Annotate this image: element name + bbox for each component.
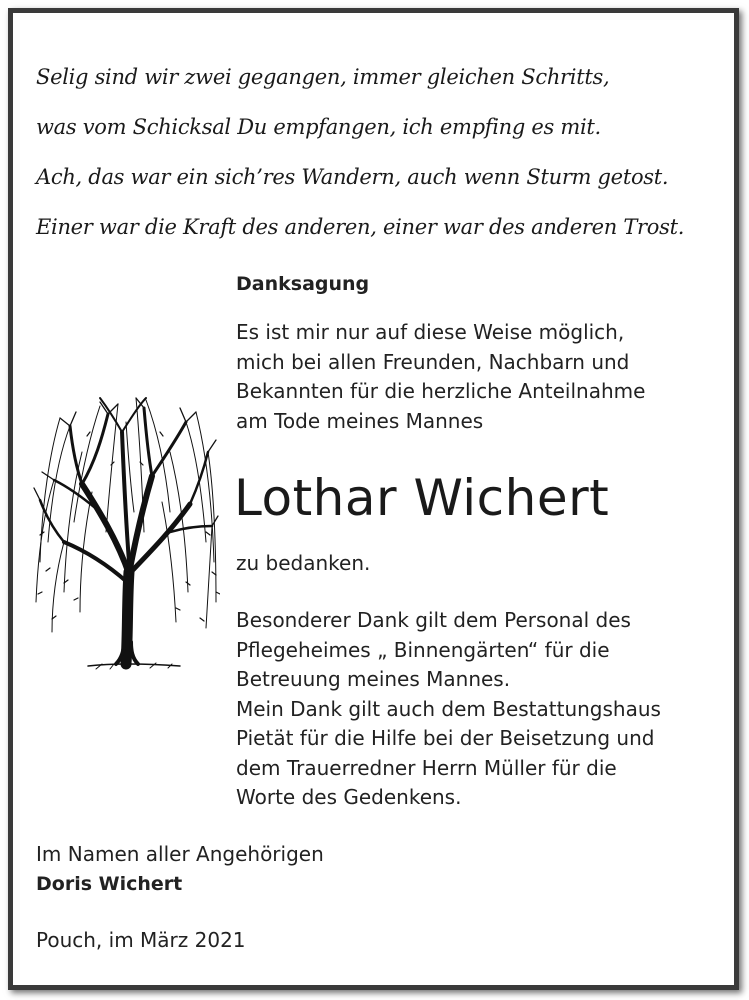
intro-line-4: am Tode meines Mannes xyxy=(236,408,484,433)
notice-heading: Danksagung xyxy=(236,273,370,295)
special-thanks-text xyxy=(236,606,736,813)
special-line-3: Betreuung meines Mannes. xyxy=(236,667,511,691)
deceased-name: Lothar Wichert xyxy=(234,469,610,527)
poem-line-2: was vom Schicksal Du empfangen, ich empfing es mit. xyxy=(36,115,601,139)
poem-line-1: Selig sind wir zwei gegangen, immer gleichen Schritts, xyxy=(36,65,610,89)
poem xyxy=(36,52,716,252)
signature-name: Doris Wichert xyxy=(36,873,183,895)
signature-intro: Im Namen aller Angehörigen xyxy=(36,842,324,866)
intro-text xyxy=(236,318,736,436)
special-line-6: dem Trauerredner Herrn Müller für die xyxy=(236,755,617,780)
special-line-1: Besonderer Dank gilt dem Personal des xyxy=(236,608,631,632)
special-line-5: Pietät für die Hilfe bei der Beisetzung und xyxy=(236,726,655,750)
poem-line-4: Einer war die Kraft des anderen, einer war des anderen Trost. xyxy=(36,215,685,239)
special-line-2: Pflegeheimes „ Binnengärten“ für die xyxy=(236,637,610,662)
place-date: Pouch, im März 2021 xyxy=(36,928,246,952)
special-line-7: Worte des Gedenkens. xyxy=(236,785,462,809)
poem-line-3: Ach, das war ein sich’res Wandern, auch wenn Sturm getost. xyxy=(36,165,669,189)
weeping-tree-icon xyxy=(30,392,220,674)
intro-line-1: Es ist mir nur auf diese Weise möglich, xyxy=(236,320,625,344)
intro-line-3: Bekannten für die herzliche Anteilnahme xyxy=(236,379,646,403)
special-line-4: Mein Dank gilt auch dem Bestattungshaus xyxy=(236,696,661,721)
thanks-after-text: zu bedanken. xyxy=(236,551,371,575)
intro-line-2: mich bei allen Freunden, Nachbarn und xyxy=(236,349,630,374)
